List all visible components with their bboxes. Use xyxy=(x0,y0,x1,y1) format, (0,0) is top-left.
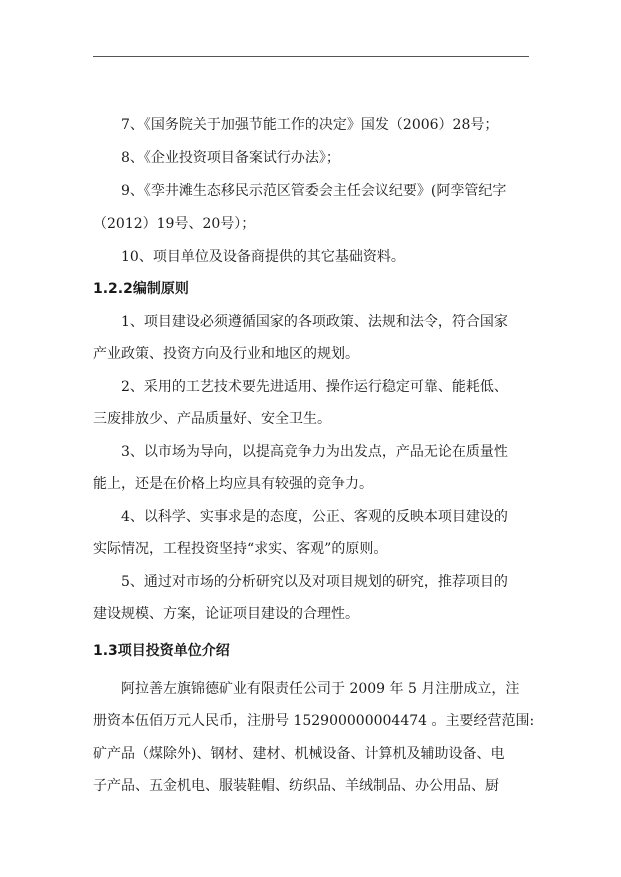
principle-4-line1: 4、以科学、实事求是的态度，公正、客观的反映本项目建设的 xyxy=(121,509,508,525)
reference-7: 7、《国务院关于加强节能工作的决定》国发（2006）28号； xyxy=(121,117,499,133)
principle-2-line1: 2、采用的工艺技术要先进适用、操作运行稳定可靠、能耗低、 xyxy=(121,379,508,395)
section-heading-1-2-2: 1.2.2编制原则 xyxy=(93,281,189,297)
company-intro-line1: 阿拉善左旗锦德矿业有限责任公司于 2009 年 5 月注册成立，注 xyxy=(121,681,520,697)
principle-5-line2: 建设规模、方案，论证项目建设的合理性。 xyxy=(93,606,359,622)
principle-1-line2: 产业政策、投资方向及行业和地区的规划。 xyxy=(93,346,359,362)
header-rule xyxy=(93,56,529,57)
principle-1-line1: 1、项目建设必须遵循国家的各项政策、法规和法令，符合国家 xyxy=(121,314,508,330)
company-intro-line4: 子产品、五金机电、服装鞋帽、纺织品、羊绒制品、办公用品、厨 xyxy=(93,778,499,794)
reference-10: 10、项目单位及设备商提供的其它基础资料。 xyxy=(121,249,405,265)
company-intro-line3: 矿产品（煤除外)、钢材、建材、机械设备、计算机及辅助设备、电 xyxy=(93,746,505,762)
principle-2-line2: 三废排放少、产品质量好、安全卫生。 xyxy=(93,411,331,427)
reference-9-line2: （2012）19号、20号）； xyxy=(93,216,256,232)
principle-5-line1: 5、通过对市场的分析研究以及对项目规划的研究，推荐项目的 xyxy=(121,574,508,590)
principle-4-line2: 实际情况，工程投资坚持“求实、客观”的原则。 xyxy=(93,541,388,557)
reference-9-line1: 9、《孪井滩生态移民示范区管委会主任会议纪要》(阿孪管纪字 xyxy=(121,183,507,199)
principle-3-line2: 能上，还是在价格上均应具有较强的竞争力。 xyxy=(93,476,373,492)
principle-3-line1: 3、以市场为导向，以提高竞争力为出发点，产品无论在质量性 xyxy=(121,444,508,460)
reference-8: 8、《企业投资项目备案试行办法》； xyxy=(121,150,340,166)
section-heading-1-3: 1.3项目投资单位介绍 xyxy=(93,643,230,659)
company-intro-line2: 册资本伍佰万元人民币，注册号 152900000004474 。主要经营范围: xyxy=(93,713,535,729)
